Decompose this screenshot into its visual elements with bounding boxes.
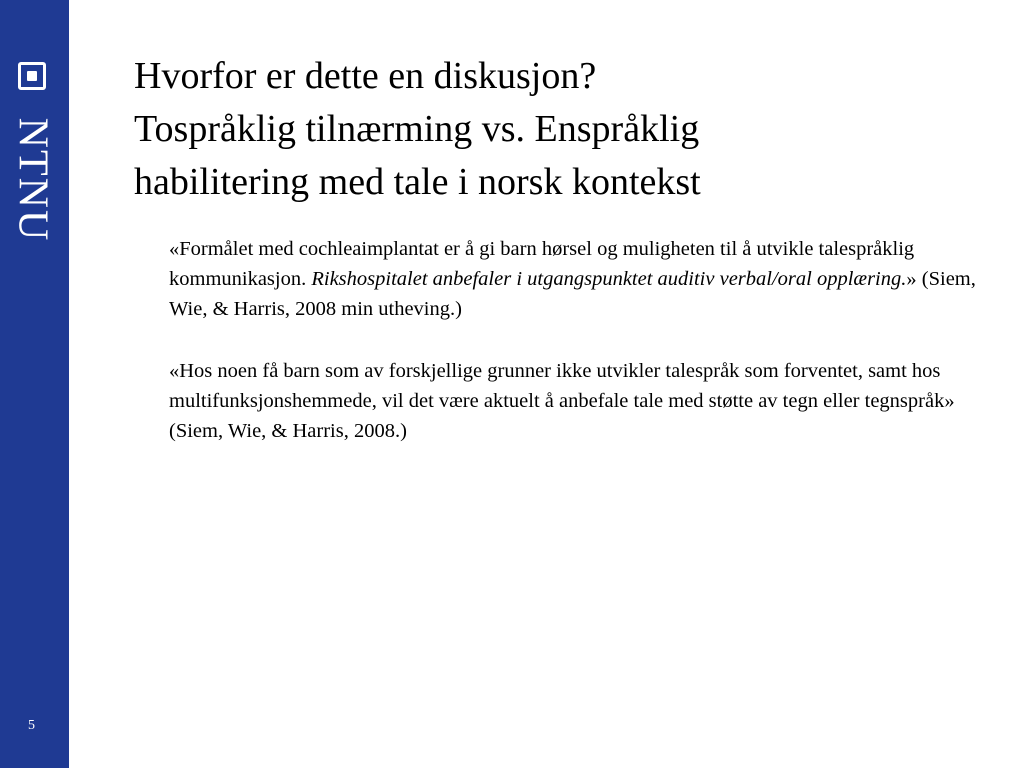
ntnu-logo-text: NTNU — [9, 117, 55, 243]
quote-paragraph-2 — [169, 356, 994, 446]
title-line-1: Hvorfor er dette en diskusjon? — [134, 55, 597, 97]
quote-1-emphasis: Rikshospitalet anbefaler i utgangspunktet auditiv verbal/oral opplæring. — [311, 268, 907, 290]
quote-1-citation: » (Siem, Wie, & Harris, 2008 min utheving.) — [169, 268, 976, 320]
slide-body — [169, 234, 994, 446]
quote-1-text: «Formålet med cochleaimplantat er å gi barn hørsel og muligheten til å utvikle talespråklig kommunikasjon. — [169, 238, 915, 290]
ntnu-logo-wordmark — [9, 98, 55, 262]
ntnu-sidebar — [0, 0, 69, 768]
page-number: 5 — [28, 718, 35, 733]
title-line-3: habilitering med tale i norsk kontekst — [134, 161, 701, 203]
ntnu-square-logo-icon — [18, 62, 46, 90]
quote-2-text: «Hos noen få barn som av forskjellige grunner ikke utvikler talespråk som forventet, samt hos multifunksjonshemmede, vil det være aktuelt å anbefale tale med støtte av tegn eller tegnspråk» (Siem, Wie, & Harris, 2008.) — [169, 360, 955, 442]
quote-paragraph-1 — [169, 234, 994, 324]
slide-title — [134, 50, 994, 209]
title-line-2: Tospråklig tilnærming vs. Enspråklig — [134, 108, 700, 150]
